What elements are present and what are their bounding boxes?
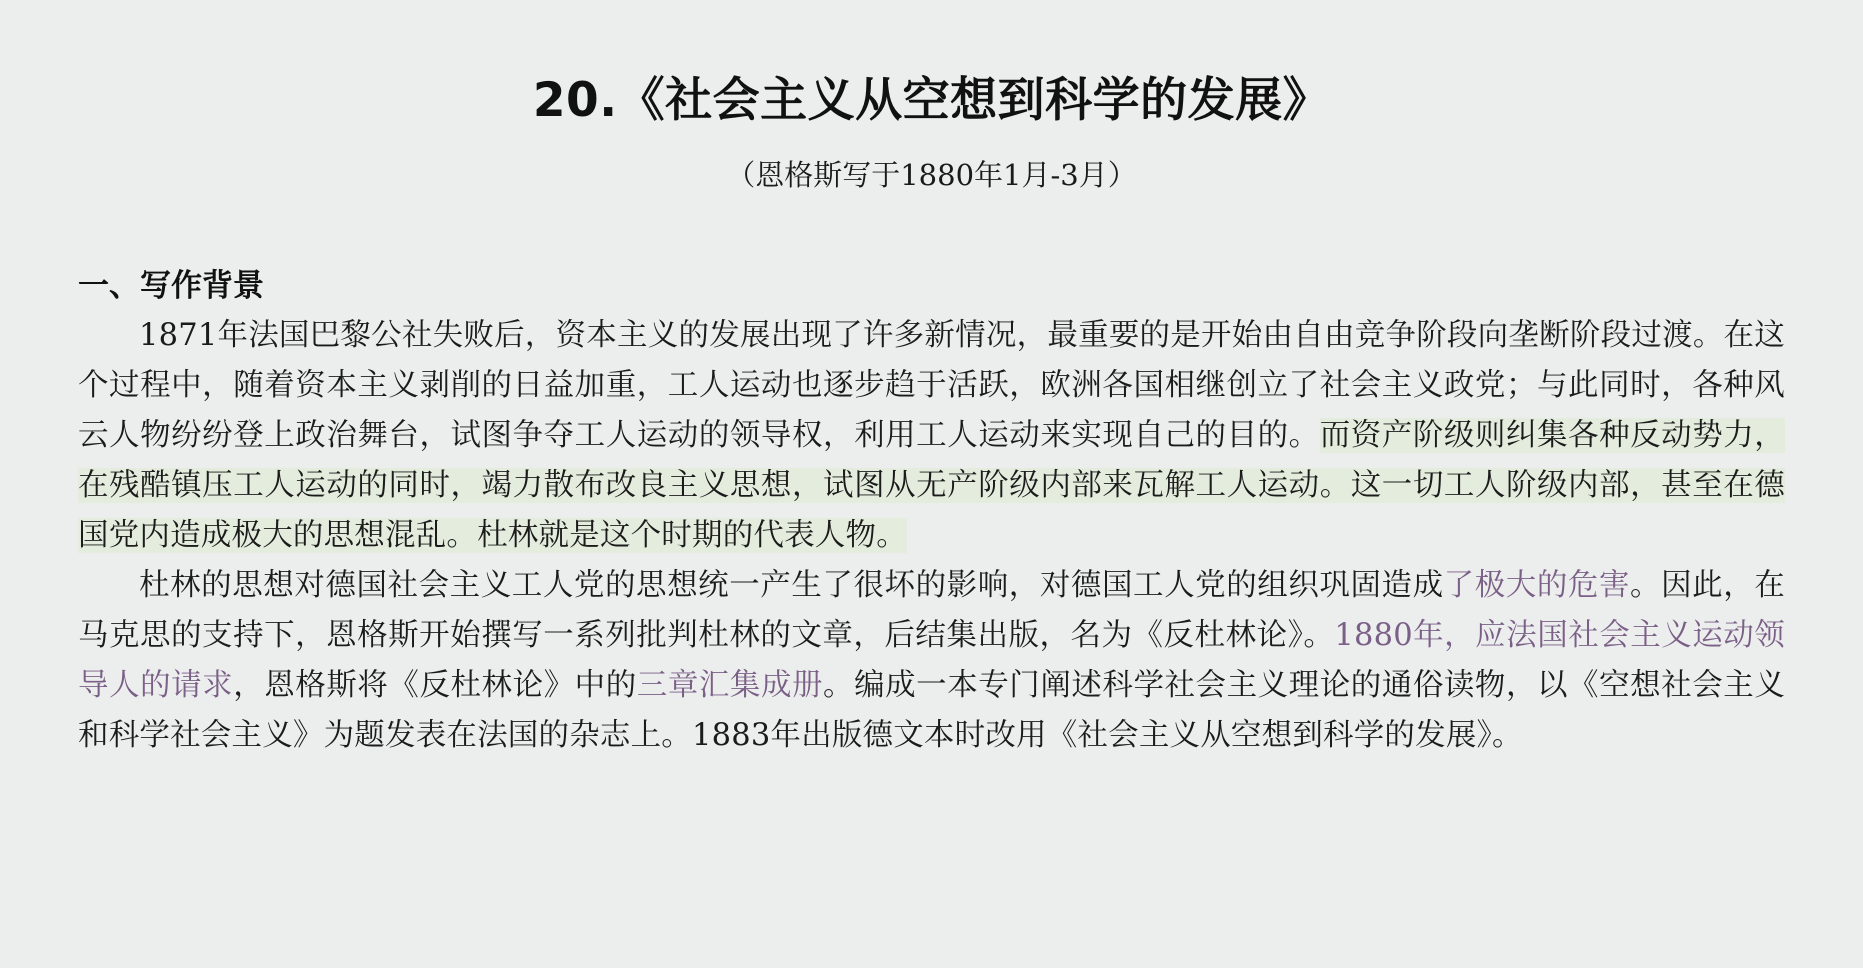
paragraph-one bbox=[78, 311, 1785, 561]
paragraph-two-plain-2: 。因此，在马克思的支持下，恩格斯开始撰写一系列批判杜林的文章，后结集出版，名为《反杜林论》。 bbox=[78, 567, 1785, 653]
paragraph-two-purple-1: 了极大的危害 bbox=[1443, 567, 1631, 603]
page-title: 20.《社会主义从空想到科学的发展》 bbox=[532, 73, 1331, 128]
paragraph-two-plain-4: 。编成一本专门阐述科学社会主义理论的通俗读物，以《空想社会主义和科学社会主义》为题发表在法国的杂志上。1883年出版德文本时改用《社会主义从空想到科学的发展》。 bbox=[78, 667, 1786, 753]
paragraph-two-plain-3: ，恩格斯将《反杜林论》中的 bbox=[233, 667, 637, 703]
paragraph-one-highlight: 而资产阶级则纠集各种反动势力，在残酷镇压工人运动的同时，竭力散布改良主义思想，试图从无产阶级内部来瓦解工人运动。这一切工人阶级内部，甚至在德国党内造成极大的思想混乱。杜林就是这个时期的代表人物。 bbox=[78, 417, 1785, 553]
paragraph-two-plain-1: 杜林的思想对德国社会主义工人党的思想统一产生了很坏的影响，对德国工人党的组织巩固造成 bbox=[139, 567, 1444, 603]
paragraph-two bbox=[78, 561, 1785, 761]
paragraph-one-plain: 1871年法国巴黎公社失败后，资本主义的发展出现了许多新情况，最重要的是开始由自由竞争阶段向垄断阶段过渡。在这个过程中，随着资本主义剥削的日益加重，工人运动也逐步趋于活跃，欧洲各国相继创立了社会主义政党；与此同时，各种风云人物纷纷登上政治舞台，试图争夺工人运动的领导权，利用工人运动来实现自己的目的。 bbox=[78, 317, 1785, 453]
paragraph-two-purple-2: 1880年，应法国社会主义运动领导人的请求 bbox=[78, 617, 1785, 703]
paragraph-two-purple-3: 三章汇集成册 bbox=[636, 667, 824, 703]
page-subtitle: （恩格斯写于1880年1月-3月） bbox=[726, 157, 1137, 192]
section-heading: 一、写作背景 bbox=[78, 267, 264, 304]
